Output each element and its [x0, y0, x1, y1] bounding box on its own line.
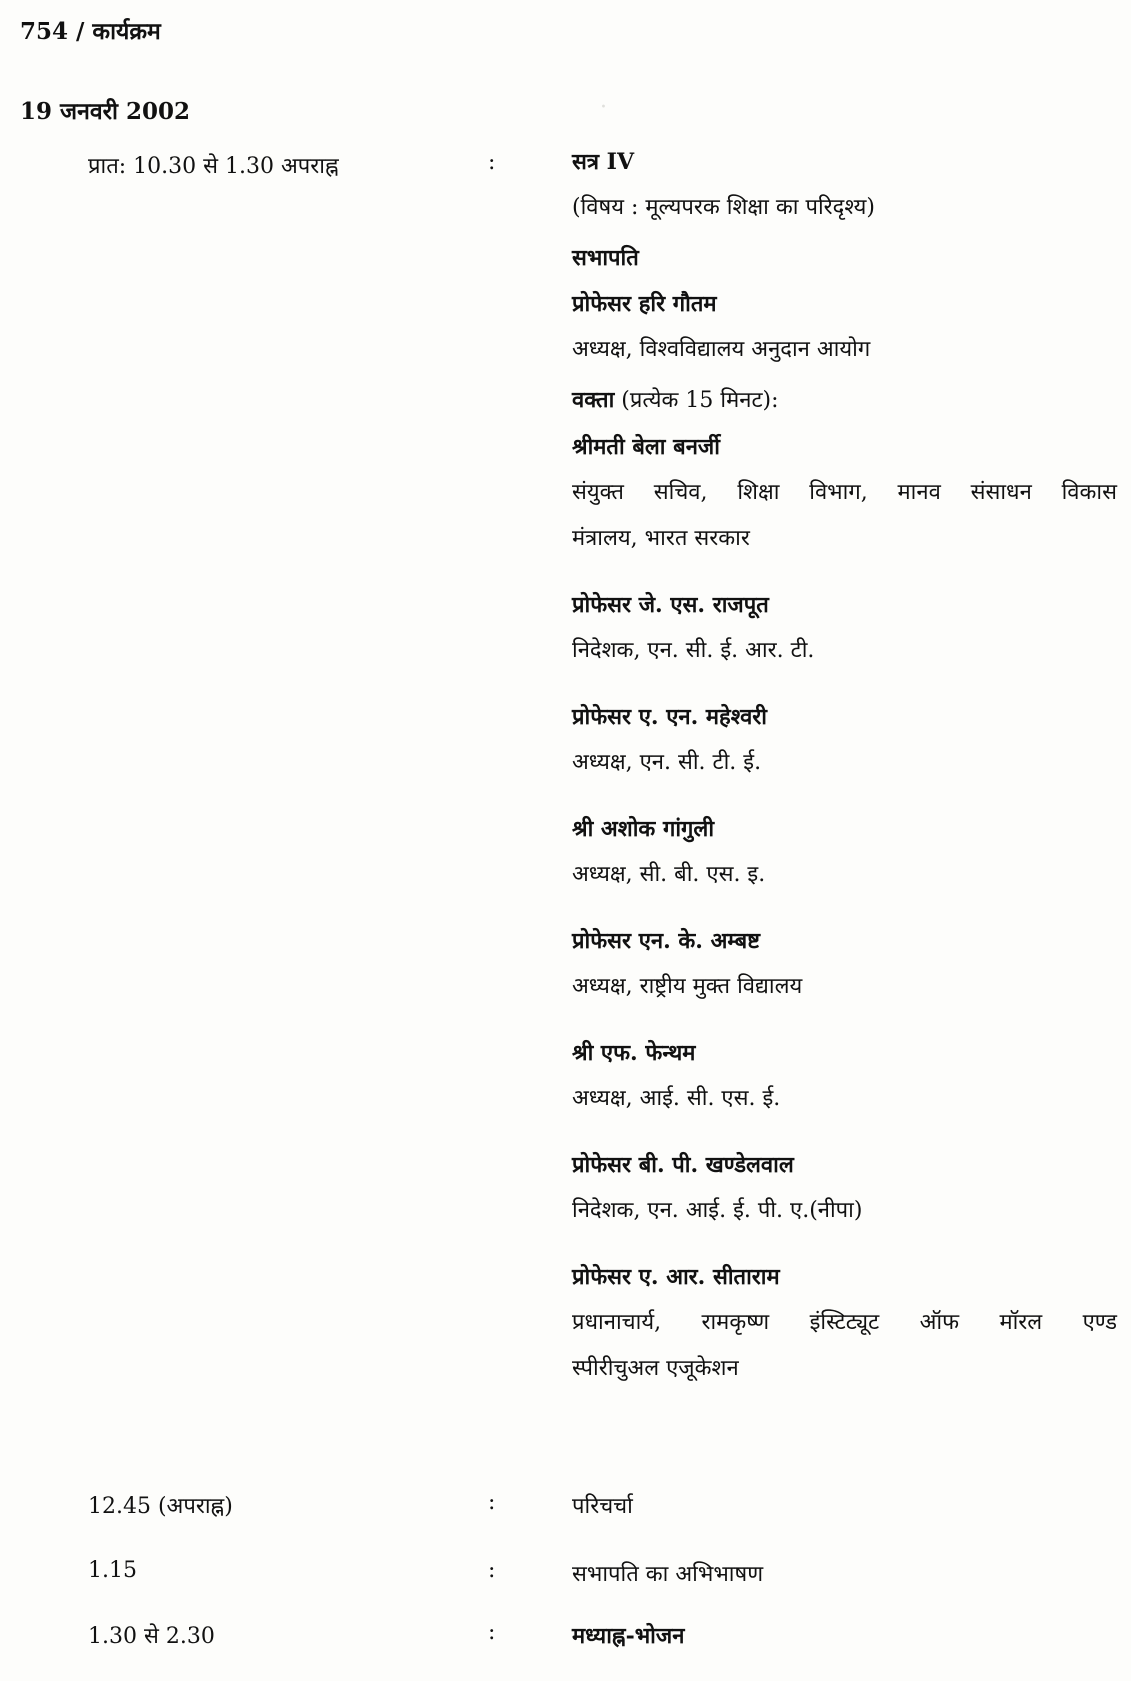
speakers-heading — [572, 377, 1117, 424]
speaker-designation-cont: मंत्रालय, भारत सरकार — [572, 526, 750, 551]
speaker-name: प्रोफेसर ए. एन. महेश्वरी — [572, 704, 768, 730]
speaker-designation: अध्यक्ष, राष्ट्रीय मुक्त विद्यालय — [572, 974, 803, 999]
schedule-colon: : — [488, 1620, 496, 1645]
page-header: 754 / कार्यक्रम — [20, 18, 161, 45]
chair-designation: अध्यक्ष, विश्वविद्यालय अनुदान आयोग — [572, 337, 871, 362]
chair-name: प्रोफेसर हरि गौतम — [572, 291, 717, 317]
speakers-label: वक्ता — [572, 387, 615, 413]
chair-label: सभापति — [572, 245, 639, 271]
speaker-name: श्री एफ. फेन्थम — [572, 1040, 696, 1066]
bleed-through-text: · — [600, 95, 607, 120]
session-time: प्रात: 10.30 से 1.30 अपराह्न — [88, 154, 339, 179]
speaker-entry — [572, 806, 1117, 898]
schedule-item: मध्याह्न-भोजन — [572, 1623, 685, 1649]
session-topic: (विषय : मूल्यपरक शिक्षा का परिदृश्य) — [572, 195, 876, 220]
speaker-designation: अध्यक्ष, आई. सी. एस. ई. — [572, 1086, 781, 1111]
speaker-name: प्रोफेसर ए. आर. सीताराम — [572, 1264, 780, 1290]
speaker-designation: अध्यक्ष, सी. बी. एस. इ. — [572, 862, 766, 887]
schedule-time: 12.45 (अपराह्न) — [88, 1494, 233, 1519]
speaker-name: प्रोफेसर जे. एस. राजपूत — [572, 592, 769, 618]
speaker-designation: अध्यक्ष, एन. सी. टी. ई. — [572, 750, 762, 775]
speaker-entry — [572, 1030, 1117, 1122]
speaker-entry — [572, 582, 1117, 674]
schedule-colon: : — [488, 1558, 496, 1583]
speaker-designation: निदेशक, एन. आई. ई. पी. ए.(नीपा) — [572, 1198, 863, 1223]
speaker-name: श्री अशोक गांगुली — [572, 816, 715, 842]
speaker-name: श्रीमती बेला बनर्जी — [572, 434, 720, 460]
speaker-designation: निदेशक, एन. सी. ई. आर. टी. — [572, 638, 815, 663]
speaker-name: प्रोफेसर एन. के. अम्बष्ट — [572, 928, 760, 954]
session-content — [572, 139, 1117, 1392]
session-colon: : — [488, 150, 496, 175]
speaker-entry — [572, 1142, 1117, 1234]
speaker-entry — [572, 918, 1117, 1010]
speaker-entry — [572, 694, 1117, 786]
schedule-item: सभापति का अभिभाषण — [572, 1562, 764, 1587]
schedule-colon: : — [488, 1490, 496, 1515]
speaker-name: प्रोफेसर बी. पी. खण्डेलवाल — [572, 1152, 794, 1178]
session-date: 19 जनवरी 2002 — [20, 98, 191, 125]
speakers-note: (प्रत्येक 15 मिनट): — [614, 388, 779, 413]
schedule-time: 1.15 — [88, 1558, 137, 1583]
schedule-item: परिचर्चा — [572, 1494, 633, 1519]
schedule-time: 1.30 से 2.30 — [88, 1624, 215, 1649]
session-title: सत्र IV — [572, 149, 635, 175]
speaker-designation-cont: स्पीरीचुअल एजूकेशन — [572, 1356, 739, 1381]
speaker-entry — [572, 1254, 1117, 1392]
speaker-designation: प्रधानाचार्य, रामकृष्ण इंस्टिट्यूट ऑफ मॉरल एण्ड — [572, 1310, 1117, 1335]
speaker-entry — [572, 424, 1117, 562]
speaker-designation: संयुक्त सचिव, शिक्षा विभाग, मानव संसाधन विकास — [572, 480, 1117, 505]
